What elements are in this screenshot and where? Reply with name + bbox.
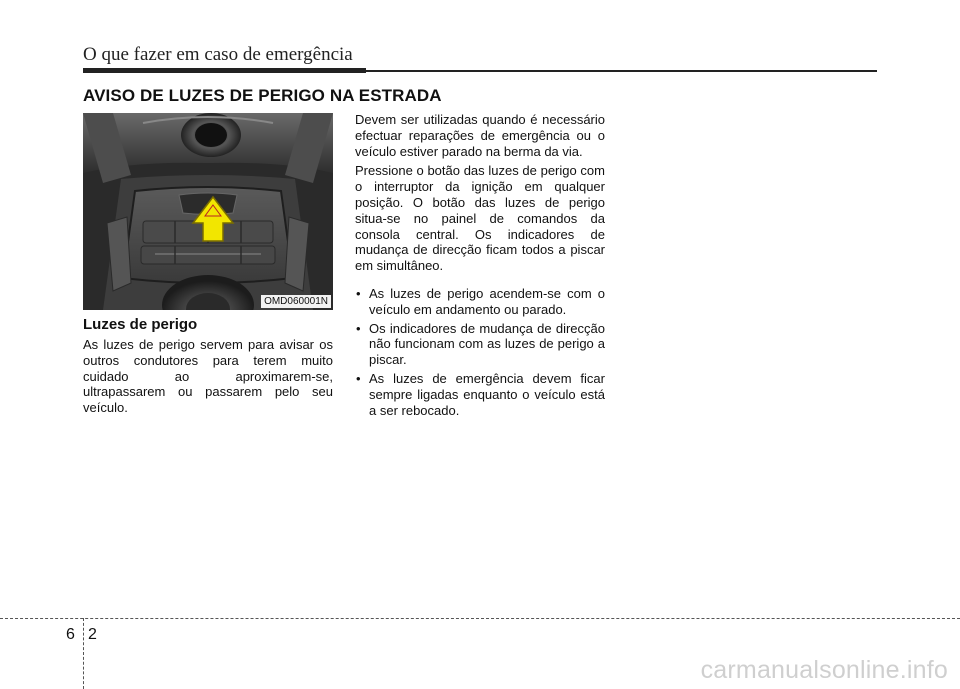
bullet-glyph: • [356,320,361,336]
watermark: carmanualsonline.info [700,656,948,684]
chapter-title: O que fazer em caso de emergência [83,44,353,65]
chapter-number: 6 [66,626,75,643]
hazard-button-figure [83,113,333,310]
bullet-item [355,286,605,318]
left-column [83,337,333,420]
bullet-text: Os indicadores de mudança de direcção não funcionam com as luzes de perigo a piscar. [369,320,605,368]
bullet-glyph: • [356,370,361,386]
figure-code: OMD060001N [261,295,331,308]
console-illustration [83,113,333,310]
sub-heading: Luzes de perigo [83,316,198,333]
header-rule-thick [83,68,366,73]
bullet-glyph: • [356,285,361,301]
bullet-text: As luzes de perigo acendem-se com o veículo em andamento ou parado. [369,285,605,317]
bullet-text: As luzes de emergência devem ficar sempre ligadas enquanto o veículo está a ser rebocado. [369,370,605,418]
footer-divider [83,618,84,689]
right-column [355,112,605,421]
bullet-item [355,321,605,368]
left-paragraph: As luzes de perigo servem para avisar os outros condutores para terem muito cuidado ao aproximarem-se, ultrapassarem ou passarem pelo seu veículo. [83,337,333,416]
bullet-item [355,371,605,418]
right-paragraph-1: Devem ser utilizadas quando é necessário efectuar reparações de emergência ou o veículo estiver parado na berma da via. [355,112,605,159]
page-number: 2 [88,626,97,643]
section-title: AVISO DE LUZES DE PERIGO NA ESTRADA [83,86,442,105]
right-paragraph-2: Pressione o botão das luzes de perigo com o interruptor da ignição em qualquer posição. O botão das luzes de perigo situa-se no painel de comandos da consola central. Os indicadores de mudança de direcção ficam todos a piscar em simultâneo. [355,163,605,274]
bullet-list [355,286,605,418]
footer-rule [0,618,960,619]
header-rule-thin [366,70,877,72]
